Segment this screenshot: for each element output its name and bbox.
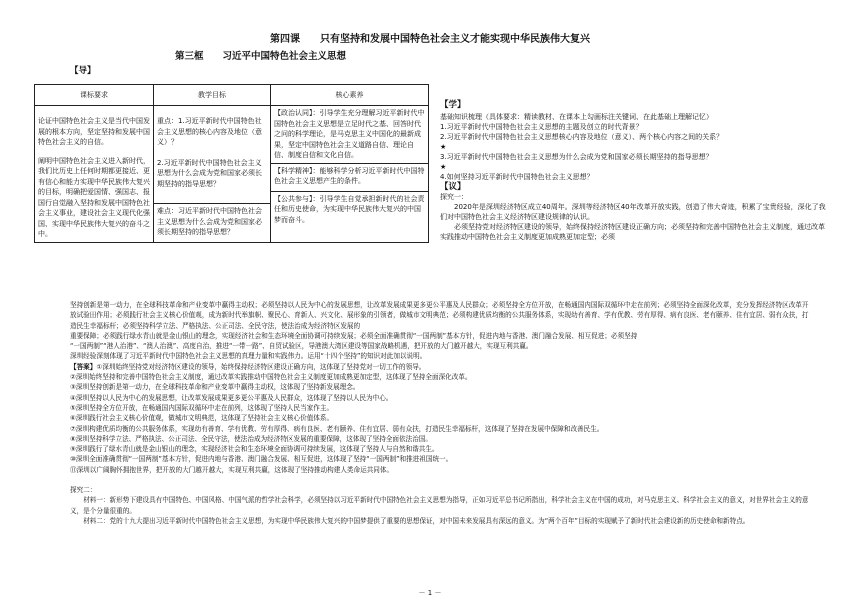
difficult-point: 难点：习近平新时代中国特色社会主义思想为什么会成为党和国家必须长期坚持的指导思想？ [154, 203, 270, 240]
material-continued-3: “一国两制”“港人治港”、“澳人治澳”、高度自治，推进“一带一路”、自贸试验区，导港澳大湾区建设等国家战略机遇，把开放的大门越开越大，实现互利共赢。 [70, 342, 533, 351]
answer-item: ⑨深圳践行了绿水青山就是金山银山的理念，实现经济社会和生态环境全面协调可持续发展，这体现了坚持人与自然和谐共生。 [70, 445, 439, 454]
main-text [70, 300, 810, 526]
material-continued-1: 坚持创新是第一动力，在全球科技革命和产业变革中赢得主动权；必须坚持以人民为中心的发展思想，让改革发展成果更多更公平惠及人民群众；必须坚持全方位开放，在畅通国内国际双循环中走在前列；必须坚持全面深化改革，充分发挥经济特区改革开放试验田作用；必须践行社会主义核心价值观，成为新时代举旗帜、聚民心、育新人、兴文化、展形象的引领者，做城市文明典范；必须构建优质均衡的公共服务体系，实现幼有善育、学有优教、劳有厚得、病有良医、老有颐养、住有宜居、弱有众扶，打造民生幸福标杆；必须坚持科学立法、严格执法、公正司法、全民守法，使法治成为经济特区发展的 [70, 301, 809, 330]
public-participation: 【公共参与】：引导学生自觉承担新时代的社会责任和历史使命，为实现中华民族伟大复兴的中国梦而奋斗。 [271, 191, 428, 228]
question-1: 1.习近平新时代中国特色社会主义思想的主题及创立的时代背景？ [440, 123, 643, 131]
question-2: 2.习近平新时代中国特色社会主义思想核心内容及地位（意义）、两个核心内容之间的关系？ [440, 133, 724, 141]
question-4: 4.如何坚持习近平新时代中国特色社会主义思想？ [440, 173, 594, 181]
answer-item: ②深圳始终坚持和完善中国特色社会主义制度，通过改革实践推动中国特色社会主义制度更加成熟更加定型，这体现了坚持全面深化改革。 [70, 373, 472, 382]
answer-item: ⑩深圳全面准确贯彻“一国两制”基本方针，促进内地与香港、澳门融合发展、相互促进，这体现了坚持“一国两制”和推进祖国统一。 [70, 455, 453, 464]
standard-2: 阐明中国特色社会主义进入新时代，我们比历史上任何时期都更接近、更有信心和能力实现中华民族伟大复兴的目标，明确把爱国情、强国志、报国行自觉融入坚持和发展中国特色社会主义事业，建设社会主义现代化强国、实现中华民族伟大复兴的奋斗之中。 [38, 156, 150, 238]
explore-1-para-2: 必须坚持党对经济特区建设的领导，始终保持经济特区建设正确方向；必须坚持和完善中国特色社会主义制度，通过改革实践推动中国特色社会主义制度更加成熟更加定型；必须 [440, 223, 825, 241]
explore-1-para-1: 2020年是深圳经济特区成立40周年。深圳等经济特区40年改革开放实践，创造了伟大奇迹，积累了宝贵经验，深化了我们对中国特色社会主义经济特区建设规律的认识。 [440, 203, 826, 221]
scientific-spirit: 【科学精神】：能够科学分析习近平新时代中国特色社会主义思想产生的条件。 [271, 163, 428, 189]
standards-cell [35, 106, 154, 243]
key-point-1: 重点：1.习近平新时代中国特色社会主义思想的核心内容及地位（意义）？ [157, 117, 262, 146]
explore-2-label: 探究二： [70, 486, 97, 495]
answer-item: ⑤深圳坚持全方位开放，在畅通国内国际双循环中走在前列，这体现了坚持人民当家作主。 [70, 403, 334, 412]
table-header-row [35, 85, 429, 106]
answer-item: ③深圳坚持创新是第一动力，在全球科技革命和产业变革中赢得主动权，这体现了坚持新发展理念。 [70, 383, 360, 392]
header-standards: 课标要求 [35, 85, 154, 106]
literacy-cell [271, 106, 429, 243]
study-intro: 基础知识梳理（具体要求：精读教材、在课本上勾画标注关键词、在此基础上理解记忆） [440, 113, 713, 121]
political-identity: 【政治认同】：引导学生充分理解习近平新时代中国特色社会主义思想是立足时代之基、回答时代之问的科学理论，是马克思主义中国化的最新成果，坚定中国特色社会主义道路自信、理论自信、制度自信和文化自信。 [274, 109, 425, 159]
header-literacy: 核心素养 [271, 85, 429, 106]
material-2: 材料二：党的十九大提出习近平新时代中国特色社会主义思想，为实现中华民族伟大复兴的中国梦提供了重要的思想保证，对中国未来发展具有深远的意义。为“两个百年”目标的实现赋予了新时代社会建设新的历史使命和新特点。 [83, 516, 750, 525]
study-section [440, 100, 830, 242]
page-number: － 1 － [418, 589, 442, 597]
question-text: 深圳经验深刻体现了习近平新时代中国特色社会主义思想的真理力量和实践伟力。运用“十四个坚持”的知识对此加以说明。 [70, 352, 427, 361]
dao-label: 【导】 [70, 66, 96, 76]
answer-item: ⑥深圳践行社会主义核心价值观，做城市文明典范，这体现了坚持社会主义核心价值体系。 [70, 414, 334, 423]
star-mark: ★ [440, 143, 447, 151]
objectives-table [34, 84, 429, 243]
section-subtitle: 第三框 习近平中国特色社会主义思想 [175, 51, 347, 62]
answer-label: 【答案】 [70, 362, 97, 371]
answer-item: ⑪深圳以广阔胸怀拥抱世界，把开放的大门越开越大，实现互利共赢，这体现了坚持推动构建人类命运共同体。 [70, 465, 394, 474]
material-continued-2: 重要保障；必须践行绿水青山就是金山银山的理念，实现经济社会和生态环境全面协调可持续发展；必须全面准确贯彻“一国两制”基本方针，促进内地与香港、澳门融合发展、相互促进；必须坚持 [70, 331, 638, 340]
table-row [35, 106, 429, 243]
header-goals: 教学目标 [154, 85, 271, 106]
material-1: 材料一：新形势下建设具有中国特色、中国风格、中国气派的哲学社会科学，必须坚持以习近平新时代中国特色社会主义思想为指导，正如习近平总书记所指出，科学社会主义在中国的成功，对马克思主义、科学社会主义的意义，对世界社会主义的意义，是个分量很重的。 [70, 496, 809, 515]
answer-item: ⑦深圳构建优质均衡的公共服务体系，实现幼有善育、学有优教、劳有厚得、病有良医、老有颐养、住有宜居、弱有众扶，打造民生幸福标杆，这体现了坚持在发展中保障和改善民生。 [70, 424, 604, 433]
lesson-title: 第四课 只有坚持和发展中国特色社会主义才能实现中华民族伟大复兴 [270, 34, 590, 45]
star-mark: ★ [440, 163, 447, 171]
goals-cell [154, 106, 271, 243]
key-point-2: 2.习近平新时代中国特色社会主义思想为什么会成为党和国家必须长期坚持的指导思想？ [157, 158, 262, 188]
answer-block [70, 362, 810, 372]
answer-item: ①深圳始终坚持党对经济特区建设的领导，始终保持经济特区建设正确方向，这体现了坚持党对一切工作的领导。 [96, 362, 426, 371]
explore-1-label: 探究一： [440, 193, 468, 201]
yi-label: 【议】 [440, 182, 466, 192]
standard-1: 论证中国特色社会主义是当代中国发展的根本方向，坚定坚持和发展中国特色社会主义的自信。 [38, 117, 150, 146]
xue-label: 【学】 [440, 100, 466, 110]
answer-item: ⑧深圳坚持科学立法、严格执法、公正司法、全民守法，使法治成为经济特区发展的重要保障，这体现了坚持全面依法治国。 [70, 434, 432, 443]
question-3: 3.习近平新时代中国特色社会主义思想为什么会成为党和国家必须长期坚持的指导思想？ [440, 153, 713, 161]
answer-item: ④深圳坚持以人民为中心的发展思想，让改革发展成果更多更公平惠及人民群众，这体现了坚持以人民为中心。 [70, 393, 393, 402]
